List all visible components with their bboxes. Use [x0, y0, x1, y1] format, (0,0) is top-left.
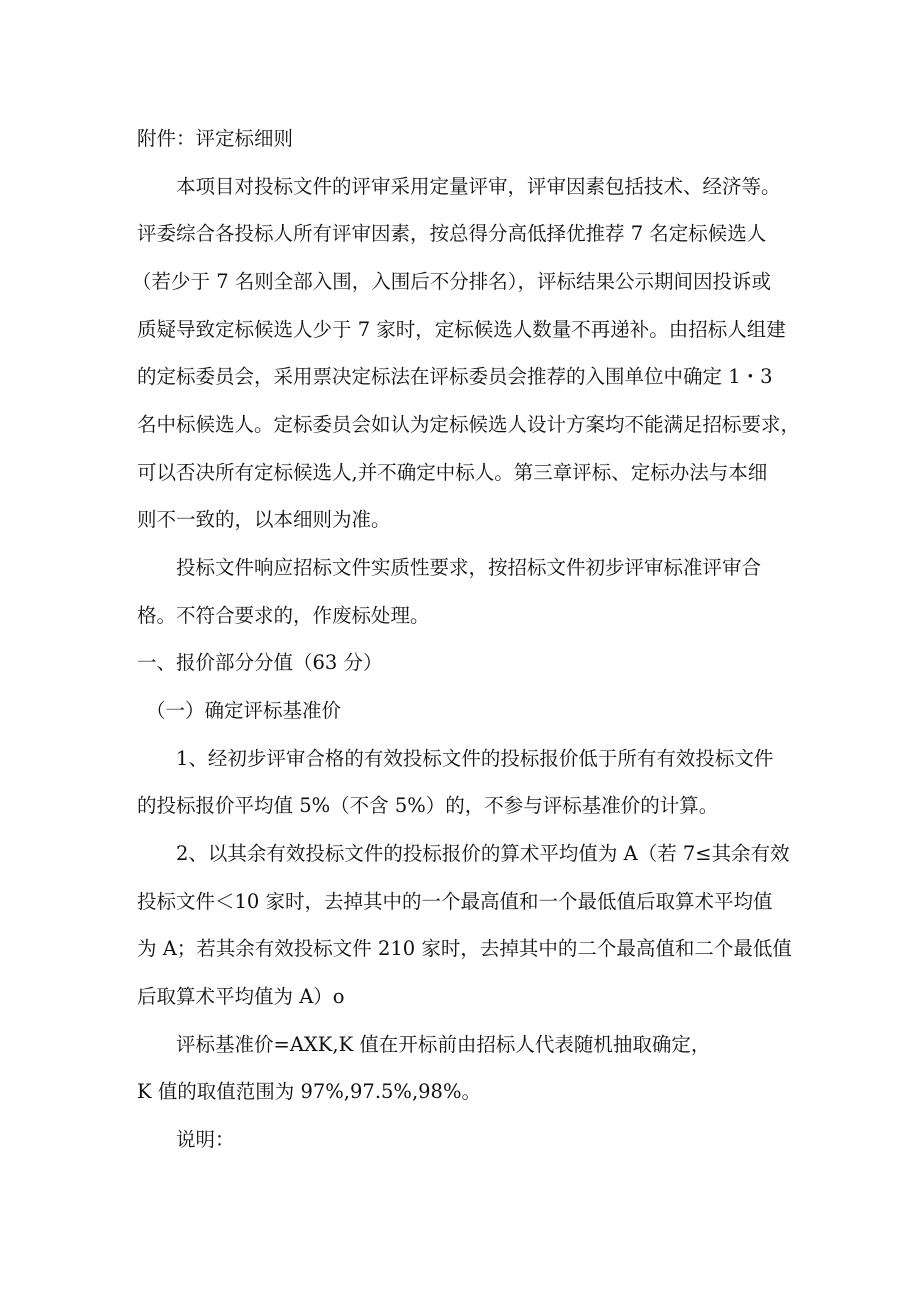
paragraph-line: 格。不符合要求的，作废标处理。 — [137, 604, 430, 627]
paragraph-line: 评委综合各投标人所有评审因素，按总得分高低择优推荐 7 名定标候选人 — [137, 222, 767, 245]
document-heading: 附件：评定标细则 — [137, 127, 294, 150]
paragraph-line: 的定标委员会，采用票决定标法在评标委员会推荐的入围单位中确定 1・3 — [137, 365, 773, 388]
item-line: 投标文件＜10 家时，去掉其中的一个最高值和一个最低值后取算术平均值 — [137, 890, 773, 913]
subsection-title: （一）确定评标基准价 — [146, 699, 342, 722]
paragraph-line: 可以否决所有定标候选人,并不确定中标人。第三章评标、定标办法与本细 — [137, 461, 768, 484]
item-line: 的投标报价平均值 5%（不含 5%）的，不参与评标基准价的计算。 — [137, 794, 719, 817]
paragraph-line: 投标文件响应招标文件实质性要求，按招标文件初步评审标准评审合 — [176, 556, 762, 579]
item-line: 为 A；若其余有效投标文件 210 家时，去掉其中的二个最高值和二个最低值 — [137, 937, 792, 960]
formula-line: 评标基准价=AXK,K 值在开标前由招标人代表随机抽取确定， — [176, 1033, 711, 1056]
paragraph-line: 名中标候选人。定标委员会如认为定标候选人设计方案均不能满足招标要求， — [137, 413, 801, 436]
paragraph-line: （若少于 7 名则全部入围，入围后不分排名），评标结果公示期间因投诉或 — [132, 270, 772, 293]
note-label: 说明： — [176, 1128, 235, 1151]
paragraph-line: 质疑导致定标候选人少于 7 家时，定标候选人数量不再递补。由招标人组建 — [137, 318, 786, 341]
section-title: 一、报价部分分值（63 分） — [137, 651, 383, 674]
item-line: 后取算术平均值为 A）o — [137, 985, 345, 1008]
paragraph-line: 则不一致的，以本细则为准。 — [137, 508, 391, 531]
item-line: 1、经初步评审合格的有效投标文件的投标报价低于所有有效投标文件 — [176, 747, 774, 770]
item-line: 2、以其余有效投标文件的投标报价的算术平均值为 A（若 7≤其余有效 — [176, 842, 790, 865]
formula-line: K 值的取值范围为 97%,97.5%,98%。 — [137, 1080, 481, 1103]
paragraph-line: 本项目对投标文件的评审采用定量评审，评审因素包括技术、经济等。 — [176, 175, 781, 198]
